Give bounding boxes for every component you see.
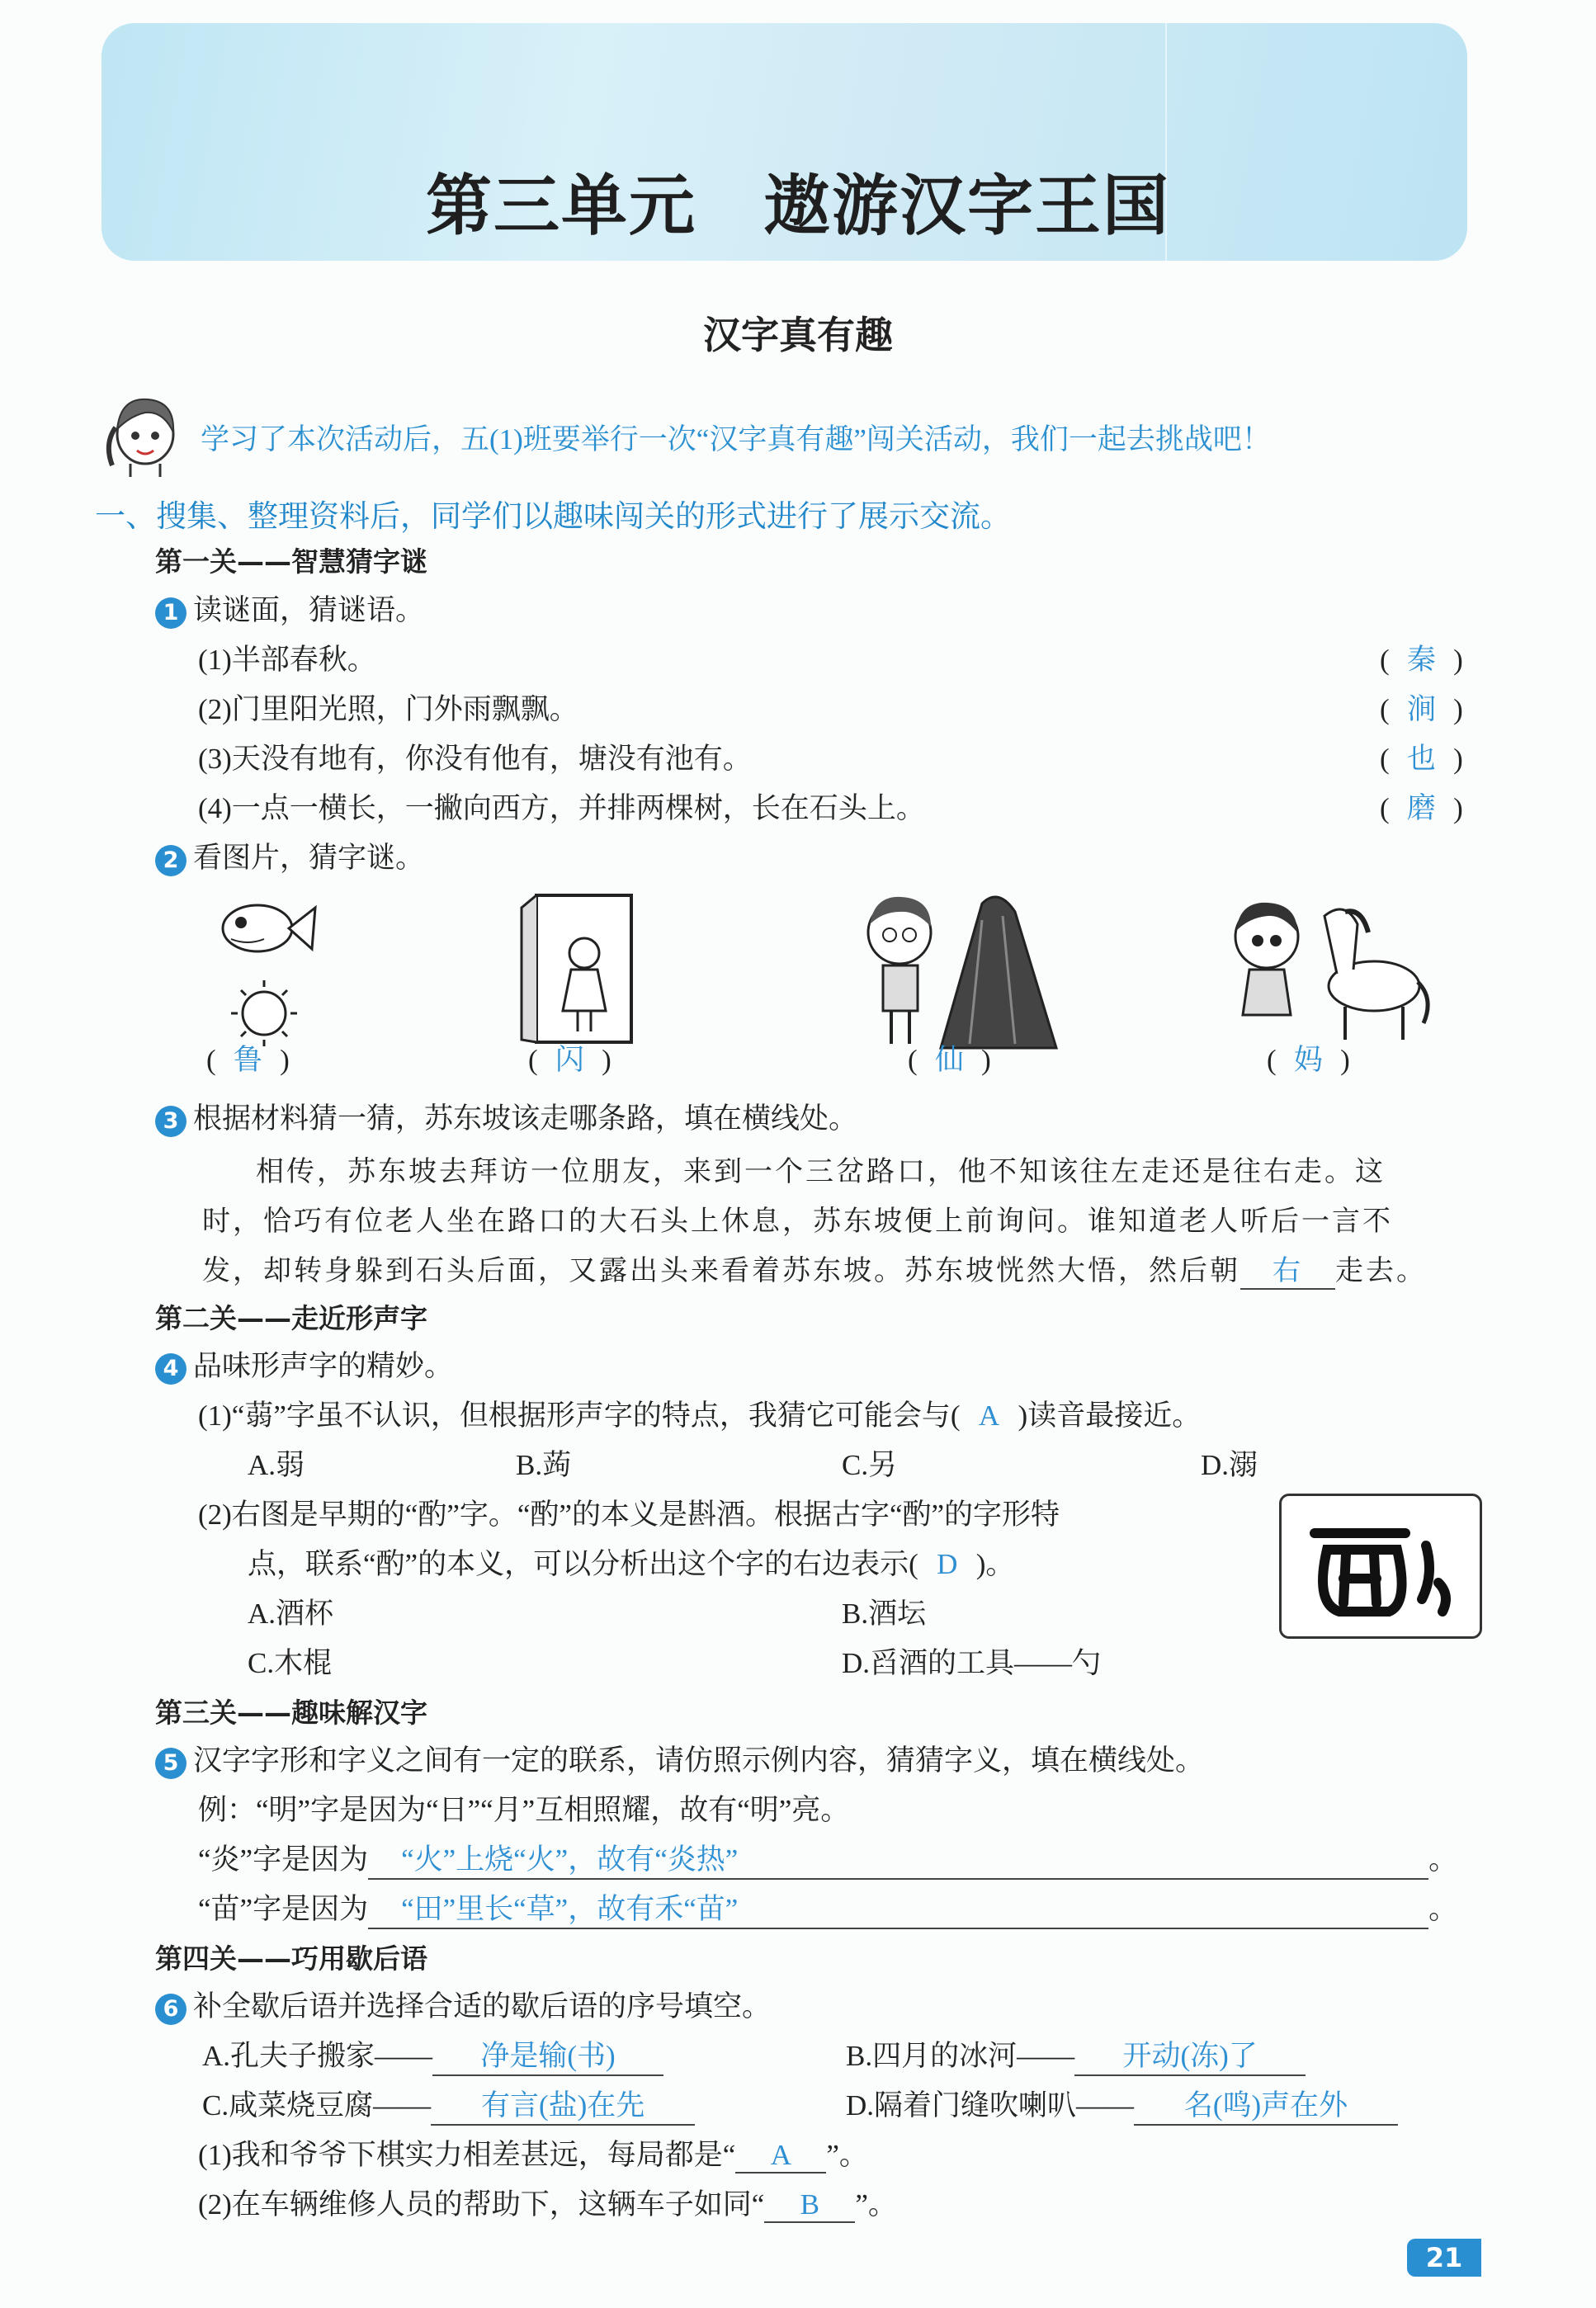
riddle-item: (1)半部春秋。	[198, 644, 376, 676]
answer: “火”上烧“火”，故有“炎热”	[368, 1837, 1428, 1880]
xiehouyu-item	[202, 2033, 663, 2076]
answer-paren: ( 也 )	[1380, 736, 1463, 777]
xiehouyu-text: B.四月的冰河——	[846, 2040, 1075, 2072]
answer: 开动(冻)了	[1074, 2033, 1306, 2076]
answer: 净是输(书)	[432, 2033, 663, 2076]
fill-prefix: “苗”字是因为	[198, 1893, 369, 1925]
answer: 右	[1240, 1248, 1335, 1290]
answer: 也	[1406, 743, 1436, 775]
girl-avatar-icon	[97, 386, 190, 479]
sub-question-text: (1)“蒻”字虽不认识，但根据形声字的特点，我猜它可能会与(	[198, 1399, 961, 1432]
answer: 闪	[555, 1044, 584, 1076]
answer: 仙	[934, 1044, 964, 1076]
sub-question-text: )读音最接近。	[1018, 1399, 1202, 1432]
xiehouyu-item	[202, 2083, 695, 2126]
question-2	[155, 835, 424, 876]
answer: 秦	[1406, 644, 1436, 676]
answer: A	[735, 2139, 826, 2173]
level-3-title: 第三关——趣味解汉字	[155, 1697, 427, 1729]
option: D.舀酒的工具——勺	[842, 1647, 1102, 1679]
lesson-title: 汉字真有趣	[703, 313, 893, 357]
answer: 鲁	[233, 1044, 262, 1076]
option: B.酒坛	[842, 1598, 927, 1630]
unit-title: 第三单元 遨游汉字王国	[426, 168, 1170, 244]
question-prompt: 读谜面，猜谜语。	[193, 594, 425, 626]
ancient-character-box	[1279, 1494, 1482, 1639]
fill-line	[198, 1886, 1457, 1929]
ancient-zhuo-character-icon	[1282, 1496, 1480, 1636]
xiehouyu-text: C.咸菜烧豆腐——	[202, 2089, 432, 2122]
girl-horse-picture-icon	[1221, 891, 1436, 1048]
answer: B	[764, 2188, 855, 2223]
level-1-title: 第一关——智慧猜字谜	[155, 545, 427, 578]
question-number: 4	[155, 1353, 187, 1385]
picture-answer-paren: ( 妈 )	[1267, 1037, 1350, 1078]
story-tail: 走去。	[1335, 1256, 1427, 1286]
answer-paren: ( 涧 )	[1380, 687, 1463, 728]
question-prompt: 看图片，猜字谜。	[193, 842, 425, 874]
sentence-text: ”。	[855, 2188, 897, 2221]
answer-paren: ( 磨 )	[1380, 786, 1463, 827]
story-line: 时，恰巧有位老人坐在路口的大石头上休息，苏东坡便上前询问。谁知道老人听后一言不	[202, 1206, 1393, 1237]
picture-answer-paren: ( 鲁 )	[206, 1037, 290, 1078]
question-number: 6	[155, 1994, 187, 2025]
answer: 名(鸣)声在外	[1134, 2083, 1398, 2126]
sentence-1	[198, 2132, 868, 2173]
question-number: 3	[155, 1106, 187, 1137]
answer: 涧	[1406, 693, 1436, 725]
answer: D	[937, 1548, 958, 1580]
question-5	[155, 1738, 1204, 1779]
answer: 妈	[1293, 1044, 1323, 1076]
answer-paren: ( 秦 )	[1380, 637, 1463, 678]
riddle-item: (2)门里阳光照，门外雨飘飘。	[198, 693, 578, 725]
page-number: 21	[1407, 2239, 1481, 2277]
question-prompt: 根据材料猜一猜，苏东坡该走哪条路，填在横线处。	[193, 1102, 858, 1135]
intro-text: 学习了本次活动后，五(1)班要举行一次“汉字真有趣”闯关活动，我们一起去挑战吧！	[201, 423, 1271, 455]
question-6	[155, 1984, 771, 2025]
fish-sun-picture-icon	[206, 891, 322, 1048]
xiehouyu-text: A.孔夫子搬家——	[202, 2040, 433, 2072]
picture-answer-paren: ( 闪 )	[528, 1037, 611, 1078]
story-line-last	[202, 1248, 1427, 1290]
question-prompt: 汉字字形和字义之间有一定的联系，请仿照示例内容，猜猜字义，填在横线处。	[193, 1744, 1205, 1777]
xiehouyu-item	[846, 2033, 1306, 2076]
answer: “田”里长“草”，故有禾“苗”	[368, 1886, 1428, 1929]
option: B.蒟	[516, 1449, 572, 1481]
fill-line	[198, 1837, 1457, 1880]
sub-question-2-line-1: (2)右图是早期的“酌”字。“酌”的本义是斟酒。根据古字“酌”的字形特	[198, 1499, 1060, 1531]
riddle-item: (3)天没有地有，你没有他有，塘没有池有。	[198, 743, 752, 775]
sentence-text: ”。	[826, 2139, 868, 2171]
answer: A	[978, 1399, 1000, 1432]
answer: 有言(盐)在先	[431, 2083, 695, 2126]
sentence-text: (2)在车辆维修人员的帮助下，这辆车子如同“	[198, 2188, 765, 2221]
picture-answer-paren: ( 仙 )	[908, 1037, 991, 1078]
question-prompt: 品味形声字的精妙。	[193, 1350, 454, 1382]
answer: 磨	[1406, 792, 1436, 824]
question-4	[155, 1343, 453, 1385]
option: C.另	[842, 1449, 898, 1481]
door-girl-picture-icon	[520, 891, 644, 1048]
sentence-2	[198, 2182, 897, 2223]
xiehouyu-item	[846, 2083, 1398, 2126]
sub-question-text: 点，联系“酌”的本义，可以分析出这个字的右边表示(	[248, 1548, 918, 1580]
question-number: 5	[155, 1748, 187, 1779]
sentence-text: (1)我和爷爷下棋实力相差甚远，每局都是“	[198, 2139, 736, 2171]
question-prompt: 补全歇后语并选择合适的歇后语的序号填空。	[193, 1990, 772, 2022]
level-2-title: 第二关——走近形声字	[155, 1302, 427, 1334]
section-heading: 一、搜集、整理资料后，同学们以趣味闯关的形式进行了展示交流。	[95, 498, 1011, 534]
question-number: 1	[155, 597, 187, 629]
fill-prefix: “炎”字是因为	[198, 1843, 369, 1876]
option: A.弱	[248, 1449, 305, 1481]
xiehouyu-text: D.隔着门缝吹喇叭——	[846, 2089, 1135, 2122]
sub-question-2-line-2	[248, 1541, 1014, 1583]
sub-question-1	[198, 1393, 1201, 1434]
question-3	[155, 1096, 857, 1137]
boy-mountain-picture-icon	[858, 887, 1081, 1052]
option: A.酒杯	[248, 1598, 334, 1630]
option: D.溺	[1201, 1449, 1258, 1481]
fill-end: 。	[1428, 1893, 1458, 1925]
question-1	[155, 588, 424, 629]
riddle-item: (4)一点一横长，一撇向西方，并排两棵树，长在石头上。	[198, 792, 925, 824]
fill-end: 。	[1428, 1843, 1458, 1876]
option: C.木棍	[248, 1647, 333, 1679]
example-text: 例：“明”字是因为“日”“月”互相照耀，故有“明”亮。	[198, 1794, 850, 1826]
story-text: 发，却转身躲到石头后面，又露出头来看着苏东坡。苏东坡恍然大悟，然后朝	[202, 1256, 1240, 1286]
level-4-title: 第四关——巧用歇后语	[155, 1942, 427, 1975]
story-line: 相传，苏东坡去拜访一位朋友，来到一个三岔路口，他不知该往左走还是往右走。这	[256, 1157, 1386, 1187]
question-number: 2	[155, 845, 187, 876]
sub-question-text: )。	[975, 1548, 1015, 1580]
